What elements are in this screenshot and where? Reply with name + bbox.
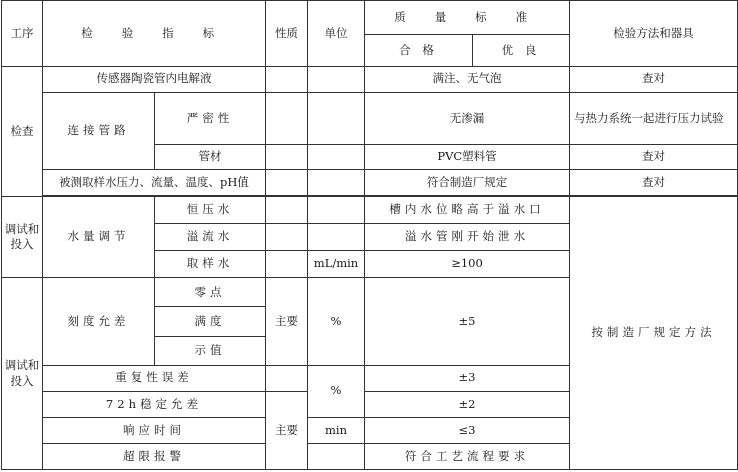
sample-params-unit [308, 169, 365, 195]
header-indicator: 检 验 指 标 [43, 1, 266, 67]
water-adjust-group: 水量调节 [43, 196, 155, 277]
repeat-stability-unit: % [308, 365, 365, 417]
overflow-water-unit [308, 223, 365, 250]
tightness-method: 与热力系统一起进行压力试验 [570, 92, 738, 144]
alarm-standard: 符合工艺流程要求 [365, 443, 570, 469]
header-nature: 性质 [266, 1, 308, 67]
process-debug-1: 调试和投入 [2, 196, 43, 277]
tightness-standard: 无渗漏 [365, 92, 570, 144]
material-item: 管材 [155, 144, 266, 169]
sample-params-item: 被测取样水压力、流量、温度、pH值 [43, 169, 266, 195]
scale-standard: ±5 [365, 278, 570, 366]
response-standard: ≤3 [365, 417, 570, 443]
response-item: 响应时间 [43, 417, 266, 443]
sensor-item: 传感器陶瓷管内电解液 [43, 66, 266, 92]
repeat-item: 重复性误差 [43, 365, 266, 391]
sample-params-standard: 符合制造厂规定 [365, 169, 570, 195]
scale-unit: % [308, 278, 365, 366]
process-debug-2: 调试和投入 [2, 278, 43, 470]
scale-group: 刻度允差 [43, 278, 155, 366]
constant-water-item: 恒压水 [155, 196, 266, 223]
constant-water-standard: 槽内水位略高于溢水口 [365, 196, 570, 223]
constant-water-unit [308, 196, 365, 223]
overflow-water-item: 溢流水 [155, 223, 266, 250]
constant-water-nature [266, 196, 308, 223]
sample-water-item: 取样水 [155, 251, 266, 278]
common-method: 按制造厂规定方法 [570, 196, 738, 469]
tightness-unit [308, 92, 365, 144]
sample-params-nature [266, 169, 308, 195]
scale-display-item: 示值 [155, 336, 266, 365]
sample-water-unit: mL/min [308, 251, 365, 278]
response-unit: min [308, 417, 365, 443]
material-method: 查对 [570, 144, 738, 169]
connection-group: 连接管路 [43, 92, 155, 169]
header-quality-standard: 质 量 标 准 [365, 1, 570, 35]
sensor-standard: 满注、无气泡 [365, 66, 570, 92]
header-method: 检验方法和器具 [570, 1, 738, 67]
scale-full-item: 满度 [155, 307, 266, 336]
tightness-nature [266, 92, 308, 144]
sensor-method: 查对 [570, 66, 738, 92]
main-nature: 主要 [266, 391, 308, 469]
process-inspection: 检查 [2, 66, 43, 196]
material-standard: PVC塑料管 [365, 144, 570, 169]
sensor-unit [308, 66, 365, 92]
alarm-item: 超限报警 [43, 443, 266, 469]
header-unit: 单位 [308, 1, 365, 67]
material-unit [308, 144, 365, 169]
overflow-water-standard: 溢水管刚开始泄水 [365, 223, 570, 250]
sensor-nature [266, 66, 308, 92]
header-process: 工序 [2, 1, 43, 67]
overflow-water-nature [266, 223, 308, 250]
repeat-nature [266, 365, 308, 391]
header-qualified: 合 格 [365, 35, 473, 66]
sample-water-nature [266, 251, 308, 278]
scale-zero-item: 零点 [155, 278, 266, 307]
alarm-unit [308, 443, 365, 469]
scale-nature: 主要 [266, 278, 308, 366]
material-nature [266, 144, 308, 169]
sample-water-standard: ≥100 [365, 251, 570, 278]
header-excellent: 优 良 [473, 35, 570, 66]
inspection-table [1, 0, 738, 470]
sample-params-method: 查对 [570, 169, 738, 195]
tightness-item: 严密性 [155, 92, 266, 144]
stability-item: 72h稳定允差 [43, 391, 266, 417]
repeat-standard: ±3 [365, 365, 570, 391]
stability-standard: ±2 [365, 391, 570, 417]
